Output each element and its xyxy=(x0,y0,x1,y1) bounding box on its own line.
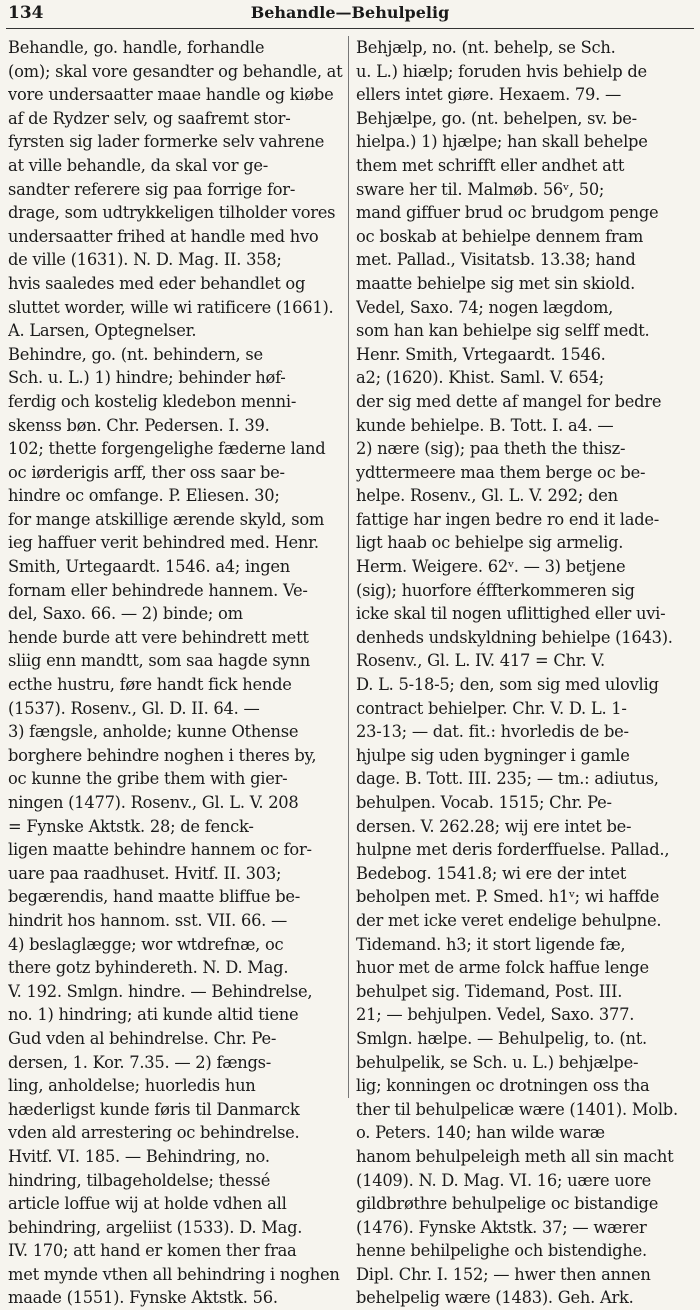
text-line: gildbrøthre behulpelige oc bistandige xyxy=(356,1194,659,1214)
text-line: hvis saaledes med eder behandlet og xyxy=(8,273,306,293)
text-line: ieg haffuer verit behindred med. Henr. xyxy=(8,533,319,553)
text-line: hanom behulpeleigh meth all sin macht xyxy=(356,1146,674,1166)
text-line: vden ald arrestering oc behindrelse. xyxy=(8,1123,300,1143)
text-line: behulpet sig. Tidemand, Post. III. xyxy=(356,981,623,1001)
text-line: 21; — behjulpen. Vedel, Saxo. 377. xyxy=(356,1005,635,1025)
text-line: som han kan behielpe sig selff medt. xyxy=(356,321,650,341)
text-line: drage, som udtrykkeligen tilholder vores xyxy=(8,203,336,223)
text-line: dersen, 1. Kor. 7.35. — 2) fængs- xyxy=(8,1052,272,1072)
text-line: (1409). N. D. Mag. VI. 16; uære uore xyxy=(356,1170,652,1190)
text-line: 102; thette forgengelighe fæderne land xyxy=(8,439,326,459)
text-line: Dipl. Chr. I. 152; — hwer then annen xyxy=(356,1264,651,1284)
text-line: at ville behandle, da skal vor ge- xyxy=(8,155,269,175)
text-line: Bedebog. 1541.8; wi ere der intet xyxy=(356,863,627,883)
text-line: helpe. Rosenv., Gl. L. V. 292; den xyxy=(356,486,618,506)
text-line: der met icke veret endelige behulpne. xyxy=(356,910,662,930)
text-line: oc iørderigis arff, ther oss saar be- xyxy=(8,462,285,482)
text-line: A. Larsen, Optegnelser. xyxy=(8,321,197,341)
text-line: Rosenv., Gl. L. IV. 417 = Chr. V. xyxy=(356,651,605,671)
text-line: Behjælpe, go. (nt. behelpen, sv. be- xyxy=(356,108,637,128)
text-line: borghere behindre noghen i theres by, xyxy=(8,745,317,765)
text-line: vore undersaatter maae handle og kiøbe xyxy=(8,85,334,105)
text-line: huor met de arme folck haffue lenge xyxy=(356,958,649,978)
text-line: af de Rydzer selv, og saafremt stor- xyxy=(8,108,291,128)
text-line: Henr. Smith, Vrtegaardt. 1546. xyxy=(356,344,606,364)
text-line: hindre oc omfange. P. Eliesen. 30; xyxy=(8,486,280,506)
text-line: ningen (1477). Rosenv., Gl. L. V. 208 xyxy=(8,793,299,812)
text-line: = Fynske Aktstk. 28; de fenck- xyxy=(8,816,254,836)
text-line: de ville (1631). N. D. Mag. II. 358; xyxy=(8,250,282,270)
text-line: hindring, tilbageholdelse; thessé xyxy=(8,1170,271,1190)
text-line: henne behilpelighe och bistendighe. xyxy=(356,1241,647,1261)
text-line: ellers intet giøre. Hexaem. 79. — xyxy=(356,85,622,105)
text-line: D. L. 5-18-5; den, som sig med ulovlig xyxy=(356,675,659,695)
text-line: undersaatter frihed at handle med hvo xyxy=(8,226,319,246)
text-line: oc boskab at behielpe dennem fram xyxy=(356,226,644,246)
text-line: denheds undskyldning behielpe (1643). xyxy=(356,627,673,647)
text-line: ling, anholdelse; huorledis hun xyxy=(8,1076,256,1096)
page-header xyxy=(0,0,700,28)
text-line: maatte behielpe sig met sin skiold. xyxy=(356,273,636,293)
text-line: ferdig och kostelig kledebon menni- xyxy=(8,391,297,411)
text-line: behulpelik, se Sch. u. L.) behjælpe- xyxy=(356,1052,639,1072)
text-line: 3) fængsle, anholde; kunne Othense xyxy=(8,722,299,742)
text-line: hjulpe sig uden bygninger i gamle xyxy=(356,745,630,765)
text-line: hulpne met deris forderffuelse. Pallad., xyxy=(356,840,670,860)
text-line: icke skal til nogen uflittighed eller uvi- xyxy=(356,604,666,624)
text-line: 4) beslaglægge; wor wtdrefnæ, oc xyxy=(8,934,284,954)
text-line: sluttet worder, wille wi ratificere (1661). xyxy=(8,297,334,317)
text-line: Behindre, go. (nt. behindern, se xyxy=(8,344,263,364)
text-line: dersen. V. 262.28; wij ere intet be- xyxy=(356,816,632,836)
text-line: Vedel, Saxo. 74; nogen lægdom, xyxy=(356,297,614,317)
text-line: u. L.) hiælp; foruden hvis behielp de xyxy=(356,61,647,81)
text-line: ligt haab oc behielpe sig armelig. xyxy=(356,533,624,553)
text-line: ydttermeere maa them berge oc be- xyxy=(356,462,646,482)
text-line: (1537). Rosenv., Gl. D. II. 64. — xyxy=(8,698,260,718)
text-line: met. Pallad., Visitatsb. 13.38; hand xyxy=(356,250,636,270)
text-line: fornam eller behindrede hannem. Ve- xyxy=(8,580,308,600)
text-line: Hvitf. VI. 185. — Behindring, no. xyxy=(8,1146,270,1166)
text-line: ligen maatte behindre hannem oc for- xyxy=(8,840,312,860)
text-line: sandter referere sig paa forrige for- xyxy=(8,179,296,199)
text-line: (1476). Fynske Aktstk. 37; — wærer xyxy=(356,1217,647,1237)
text-line: 2) nære (sig); paa theth the thisz- xyxy=(356,439,626,459)
text-line: article loffue wij at holde vdhen all xyxy=(8,1194,287,1214)
text-line: hindrit hos hannom. sst. VII. 66. — xyxy=(8,910,288,930)
text-line: (om); skal vore gesandter og behandle, at xyxy=(8,61,343,81)
text-line: 23-13; — dat. fit.: hvorledis de be- xyxy=(356,722,629,742)
column-separator xyxy=(348,36,349,1098)
text-line: ecthe hustru, føre handt fick hende xyxy=(8,675,292,695)
right-column xyxy=(356,36,692,1310)
text-line: Sch. u. L.) 1) hindre; behinder høf- xyxy=(8,368,286,388)
text-line: fyrsten sig lader formerke selv vahrene xyxy=(8,132,325,152)
text-line: del, Saxo. 66. — 2) binde; om xyxy=(8,604,243,624)
text-line: maade (1551). Fynske Aktstk. 56. xyxy=(8,1288,278,1308)
text-line: begærendis, hand maatte bliffue be- xyxy=(8,887,301,907)
text-line: sware her til. Malmøb. 56ᵛ, 50; xyxy=(356,179,605,199)
page-number: 134 xyxy=(8,3,44,23)
text-line: Behjælp, no. (nt. behelp, se Sch. xyxy=(356,38,616,57)
text-line: Behandle, go. handle, forhandle xyxy=(8,38,265,57)
text-line: hende burde att vere behindrett mett xyxy=(8,627,309,647)
text-line: contract behielper. Chr. V. D. L. 1- xyxy=(356,698,627,718)
text-line: mand giffuer brud oc brudgom penge xyxy=(356,203,659,223)
text-line: dage. B. Tott. III. 235; — tm.: adiutus, xyxy=(356,769,659,789)
text-line: Tidemand. h3; it stort ligende fæ, xyxy=(356,934,626,954)
text-line: met mynde vthen all behindring i noghen xyxy=(8,1264,340,1284)
text-line: them met schrifft eller andhet att xyxy=(356,155,625,175)
text-line: Gud vden al behindrelse. Chr. Pe- xyxy=(8,1028,277,1048)
text-line: behindring, argeliist (1533). D. Mag. xyxy=(8,1217,303,1237)
header-rule xyxy=(6,28,694,29)
text-line: hæderligst kunde føris til Danmarck xyxy=(8,1099,300,1119)
text-line: der sig med dette af mangel for bedre xyxy=(356,391,662,411)
text-line: behulpen. Vocab. 1515; Chr. Pe- xyxy=(356,793,612,812)
text-line: V. 192. Smlgn. hindre. — Behindrelse, xyxy=(8,981,313,1001)
text-line: for mange atskillige ærende skyld, som xyxy=(8,509,325,529)
running-title: Behandle—Behulpelig xyxy=(250,3,450,22)
text-line: there gotz byhindereth. N. D. Mag. xyxy=(8,958,289,978)
text-line: behelpelig wære (1483). Geh. Ark. xyxy=(356,1288,634,1308)
text-line: no. 1) hindring; ati kunde altid tiene xyxy=(8,1005,299,1025)
text-line: Herm. Weigere. 62ᵛ. — 3) betjene xyxy=(356,557,626,577)
text-line: a2; (1620). Khist. Saml. V. 654; xyxy=(356,368,604,388)
left-column xyxy=(8,36,344,1310)
text-line: IV. 170; att hand er komen ther fraa xyxy=(8,1241,297,1261)
text-line: sliig enn mandtt, som saa hagde synn xyxy=(8,651,310,671)
text-line: Smlgn. hælpe. — Behulpelig, to. (nt. xyxy=(356,1028,647,1048)
text-line: ther til behulpelicæ wære (1401). Molb. xyxy=(356,1099,678,1119)
text-line: skenss bøn. Chr. Pedersen. I. 39. xyxy=(8,415,270,435)
text-line: fattige har ingen bedre ro end it lade- xyxy=(356,509,660,529)
text-line: Smith, Urtegaardt. 1546. a4; ingen xyxy=(8,557,291,577)
text-line: kunde behielpe. B. Tott. I. a4. — xyxy=(356,415,614,435)
text-line: uare paa raadhuset. Hvitf. II. 303; xyxy=(8,863,282,883)
text-line: hielpa.) 1) hjælpe; han skall behelpe xyxy=(356,132,648,152)
text-line: lig; konningen oc drotningen oss tha xyxy=(356,1076,650,1096)
text-line: o. Peters. 140; han wilde waræ xyxy=(356,1123,605,1143)
text-line: (sig); huorfore éffterkommeren sig xyxy=(356,580,635,600)
text-line: beholpen met. P. Smed. h1ᵛ; wi haffde xyxy=(356,887,660,907)
text-line: oc kunne the gribe them with gier- xyxy=(8,769,288,789)
